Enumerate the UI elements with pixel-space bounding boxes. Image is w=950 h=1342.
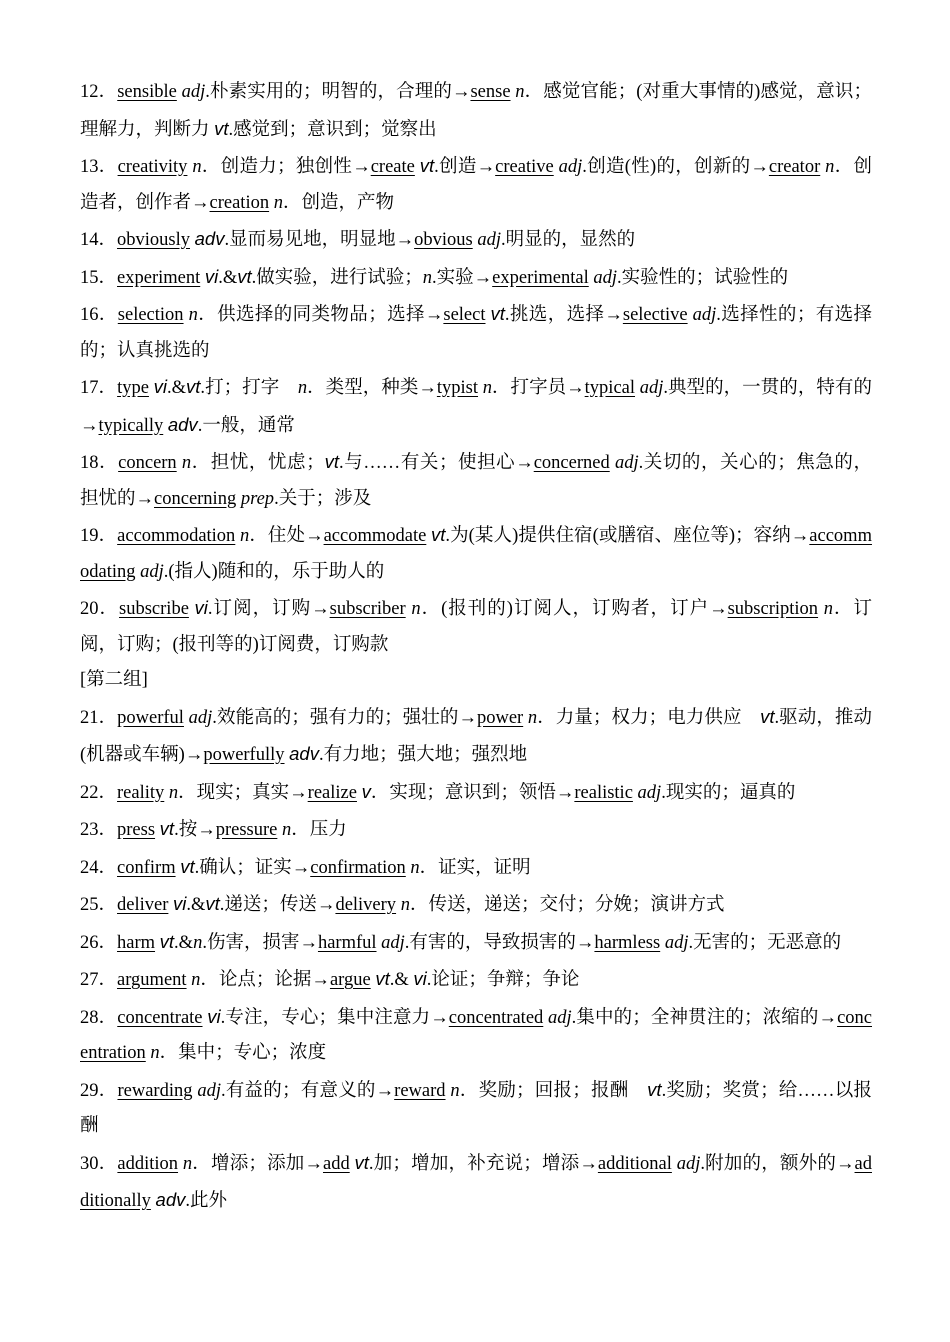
part-of-speech: adj xyxy=(692,305,717,325)
part-of-speech: n xyxy=(482,378,492,398)
vocab-entry xyxy=(80,296,872,369)
part-of-speech: n xyxy=(150,1043,160,1063)
headword: realize xyxy=(307,782,357,803)
definition-text: .做实验，进行试验； xyxy=(251,267,423,288)
part-of-speech: n xyxy=(191,970,201,990)
vocab-entry xyxy=(80,886,872,924)
entry-number: 29． xyxy=(80,1080,118,1101)
headword: pressure xyxy=(215,820,278,840)
part-of-speech: n xyxy=(410,857,420,878)
part-of-speech: n xyxy=(422,267,433,288)
headword: sense xyxy=(470,82,511,102)
part-of-speech: n xyxy=(450,1080,460,1101)
headword: sensible xyxy=(117,82,177,102)
headword: argument xyxy=(117,970,187,990)
part-of-speech: vt xyxy=(760,705,775,727)
part-of-speech: n xyxy=(400,895,410,915)
definition-text: .明显的，显然的 xyxy=(500,230,636,250)
entry-number: 18． xyxy=(80,453,119,473)
definition-text: ．创造力；独创性→ xyxy=(201,157,371,177)
headword: experiment xyxy=(117,267,201,288)
part-of-speech: adj xyxy=(140,561,164,582)
headword: delivery xyxy=(335,895,397,915)
part-of-speech: vt xyxy=(214,117,229,139)
part-of-speech: n xyxy=(192,157,202,177)
vocab-entry xyxy=(80,1072,872,1145)
headword: concentration xyxy=(80,1007,872,1063)
vocab-entry xyxy=(80,517,872,590)
part-of-speech: adv xyxy=(167,413,198,435)
part-of-speech: adj xyxy=(181,82,206,102)
definition-text: .关于；涉及 xyxy=(274,488,372,509)
headword: creative xyxy=(495,157,554,177)
headword: additionally xyxy=(80,1153,872,1211)
definition-text: .驱动，推动(机器或车辆)→ xyxy=(80,707,872,765)
definition-text: .专注，专心；集中注意力→ xyxy=(220,1007,449,1028)
definition-text: ．现实；真实→ xyxy=(178,782,308,803)
part-of-speech: vi xyxy=(194,597,208,618)
headword: powerful xyxy=(117,707,184,728)
definition-text: .有益的；有意义的→ xyxy=(220,1080,395,1101)
entry-number: 25． xyxy=(80,895,118,915)
part-of-speech: adj xyxy=(614,453,639,473)
part-of-speech: n xyxy=(273,192,283,213)
vocab-entry xyxy=(80,221,872,259)
part-of-speech: vi xyxy=(153,376,167,397)
part-of-speech: vt xyxy=(490,303,505,324)
definition-text: ．证实，证明 xyxy=(419,857,531,878)
headword: accommodating xyxy=(80,526,872,582)
headword: reward xyxy=(394,1080,446,1101)
headword: argue xyxy=(329,970,371,990)
part-of-speech: adv xyxy=(155,1189,186,1210)
definition-text: .朴素实用的；明智的，合理的→ xyxy=(205,82,471,102)
definition-text: .论证；争辩；争论 xyxy=(426,970,580,990)
definition-text: .一般，通常 xyxy=(197,415,295,436)
definition-text: .典型的，一贯的，特有的→ xyxy=(80,378,872,436)
headword: confirm xyxy=(117,857,176,878)
part-of-speech: vt xyxy=(205,893,220,914)
headword: typical xyxy=(584,378,636,398)
definition-text: .创造(性)的，创新的→ xyxy=(582,157,769,177)
definition-text: ．集中；专心；浓度 xyxy=(159,1043,327,1063)
headword: concerning xyxy=(154,488,237,509)
vocab-entry xyxy=(80,849,872,887)
part-of-speech: adv xyxy=(289,743,319,764)
part-of-speech: vi xyxy=(173,893,187,914)
part-of-speech: adj xyxy=(664,932,689,953)
part-of-speech: adj xyxy=(639,378,664,398)
entry-number: 12． xyxy=(80,82,118,102)
definition-text: .递送；传送→ xyxy=(219,895,336,915)
definition-text: .此外 xyxy=(185,1191,228,1211)
headword: subscriber xyxy=(329,599,406,619)
headword: harmful xyxy=(317,932,377,953)
headword: powerfully xyxy=(203,745,285,765)
definition-text: .显而易见地，明显地→ xyxy=(224,230,415,250)
headword: confirmation xyxy=(310,857,406,878)
vocab-entry xyxy=(80,259,872,297)
definition-text: .加；增加，补充说；增添→ xyxy=(368,1153,598,1174)
part-of-speech: v xyxy=(361,780,371,802)
part-of-speech: prep xyxy=(240,488,275,509)
vocab-entry xyxy=(80,369,872,444)
entry-number: 26． xyxy=(80,932,118,953)
part-of-speech: adj xyxy=(593,267,618,288)
part-of-speech: vt xyxy=(354,1151,369,1173)
part-of-speech: n xyxy=(297,378,308,398)
headword: press xyxy=(117,820,156,840)
part-of-speech: vt xyxy=(375,968,390,989)
section-heading xyxy=(80,663,872,699)
definition-text: ．创造者，创作者→ xyxy=(80,157,872,213)
headword: additional xyxy=(597,1153,672,1174)
part-of-speech: adj xyxy=(477,230,501,250)
vocab-entry xyxy=(80,961,872,999)
definition-text: ．订阅，订购；(报刊等的)订阅费，订购款 xyxy=(80,599,872,655)
headword: create xyxy=(370,157,415,177)
headword: harmless xyxy=(594,932,661,953)
vocab-entry xyxy=(80,148,872,221)
definition-text: ．论点；论据→ xyxy=(200,970,330,990)
part-of-speech: vt xyxy=(159,818,175,839)
headword: selection xyxy=(117,305,184,325)
definition-text: .挑选，选择→ xyxy=(504,305,623,325)
entry-number: 15． xyxy=(80,267,118,288)
headword: rewarding xyxy=(117,1080,193,1101)
entry-number: 30． xyxy=(80,1153,118,1174)
definition-text: .& xyxy=(186,895,206,915)
headword: type xyxy=(117,378,149,398)
definition-text: .按→ xyxy=(174,820,216,840)
part-of-speech: vt xyxy=(237,265,252,287)
part-of-speech: adv xyxy=(194,228,225,249)
part-of-speech: vt xyxy=(419,155,435,176)
definition-text: ．担忧，忧虑； xyxy=(191,453,325,473)
definition-text: .附加的，额外的→ xyxy=(700,1153,855,1174)
definition-text: ．创造，产物 xyxy=(282,192,394,213)
definition-text: .集中的；全神贯注的；浓缩的→ xyxy=(571,1007,838,1028)
headword: typist xyxy=(436,378,479,398)
headword: concerned xyxy=(533,453,610,473)
headword: realistic xyxy=(574,782,633,803)
definition-text: ．感觉官能；(对重大事情的)感觉，意识；理解力，判断力 xyxy=(80,82,873,140)
part-of-speech: vi xyxy=(413,968,427,989)
part-of-speech: n xyxy=(411,599,421,619)
definition-text: ．实现；意识到；领悟→ xyxy=(370,782,575,803)
vocab-entry xyxy=(80,811,872,849)
headword: selective xyxy=(622,305,688,325)
definition-text: [第二组] xyxy=(80,670,148,690)
headword: obviously xyxy=(117,230,190,250)
part-of-speech: n xyxy=(281,820,292,840)
part-of-speech: n xyxy=(527,707,538,728)
definition-text: .& xyxy=(218,267,238,288)
vocabulary-document xyxy=(80,75,872,1220)
part-of-speech: n xyxy=(515,82,525,102)
headword: creator xyxy=(768,157,821,177)
headword: add xyxy=(322,1153,350,1174)
part-of-speech: n xyxy=(193,932,203,953)
headword: typically xyxy=(98,415,164,436)
part-of-speech: n xyxy=(240,526,250,546)
headword: concern xyxy=(118,453,177,473)
part-of-speech: n xyxy=(168,782,179,803)
definition-text: .选择性的；有选择的；认真挑选的 xyxy=(80,305,872,361)
headword: deliver xyxy=(117,895,169,915)
part-of-speech: n xyxy=(188,305,198,325)
part-of-speech: vt xyxy=(186,376,201,397)
vocab-entry xyxy=(80,924,872,962)
part-of-speech: vt xyxy=(647,1078,662,1100)
headword: subscription xyxy=(727,599,819,619)
definition-text: .确认；证实→ xyxy=(194,857,311,878)
headword: addition xyxy=(117,1153,179,1174)
definition-text: .伤害，损害→ xyxy=(202,932,318,953)
definition-text: .与……有关；使担心→ xyxy=(339,453,534,473)
definition-text: .创造→ xyxy=(434,157,496,177)
vocab-entry xyxy=(80,590,872,663)
definition-text: ．(报刊的)订阅人，订购者，订户→ xyxy=(420,599,728,619)
part-of-speech: adj xyxy=(188,707,213,728)
definition-text: ．住处→ xyxy=(249,526,324,546)
definition-text: .(指人)随和的，乐于助人的 xyxy=(163,561,385,582)
headword: creation xyxy=(209,192,270,213)
part-of-speech: n xyxy=(823,599,833,619)
part-of-speech: adj xyxy=(676,1153,701,1174)
definition-text: .实验性的；试验性的 xyxy=(617,267,789,288)
vocab-entry xyxy=(80,699,872,774)
definition-text: .无害的；无恶意的 xyxy=(688,932,842,953)
part-of-speech: adj xyxy=(197,1080,221,1101)
definition-text: ．类型，种类→ xyxy=(307,378,437,398)
definition-text: .关切的，关心的；焦急的，担忧的→ xyxy=(80,453,872,509)
part-of-speech: n xyxy=(181,453,192,473)
definition-text: ．力量；权力；电力供应 xyxy=(537,707,761,728)
part-of-speech: adj xyxy=(637,782,662,803)
entry-number: 13． xyxy=(80,157,118,177)
definition-text: .现实的；逼真的 xyxy=(661,782,796,803)
headword: obvious xyxy=(414,230,473,250)
headword: concentrate xyxy=(117,1007,203,1028)
entry-number: 14． xyxy=(80,230,118,250)
entry-number: 22． xyxy=(80,782,118,803)
definition-text: .实验→ xyxy=(432,267,493,288)
definition-text: ．压力 xyxy=(291,820,347,840)
entry-number: 19． xyxy=(80,526,118,546)
part-of-speech: n xyxy=(825,157,835,177)
part-of-speech: vi xyxy=(204,265,219,287)
definition-text: .& xyxy=(389,970,414,990)
headword: accommodate xyxy=(323,526,427,546)
part-of-speech: adj xyxy=(548,1007,572,1028)
entry-number: 24． xyxy=(80,857,118,878)
definition-text: .& xyxy=(174,932,194,953)
part-of-speech: adj xyxy=(381,932,405,953)
definition-text: .有力地；强大地；强烈地 xyxy=(318,745,528,765)
definition-text: ．供选择的同类物品；选择→ xyxy=(197,305,444,325)
definition-text: ．增添；添加→ xyxy=(192,1153,323,1174)
headword: subscribe xyxy=(119,599,189,619)
entry-number: 23． xyxy=(80,820,118,840)
headword: experimental xyxy=(492,267,589,288)
entry-number: 20． xyxy=(80,599,120,619)
part-of-speech: vt xyxy=(159,930,175,952)
vocab-entry xyxy=(80,999,872,1072)
headword: reality xyxy=(117,782,165,803)
definition-text: .为(某人)提供住宿(或膳宿、座位等)；容纳→ xyxy=(445,526,810,546)
definition-text: .有害的，导致损害的→ xyxy=(404,932,595,953)
entry-number: 16． xyxy=(80,305,118,325)
vocab-entry xyxy=(80,75,872,148)
definition-text: .& xyxy=(167,378,187,398)
entry-number: 27． xyxy=(80,970,118,990)
definition-text: .效能高的；强有力的；强壮的→ xyxy=(212,707,477,728)
definition-text: .订阅，订购→ xyxy=(207,599,330,619)
headword: accommodation xyxy=(117,526,236,546)
definition-text: .打；打字 xyxy=(200,378,298,398)
headword: concentrated xyxy=(448,1007,544,1028)
entry-number: 21． xyxy=(80,707,118,728)
part-of-speech: vt xyxy=(431,524,446,545)
headword: creativity xyxy=(117,157,188,177)
headword: select xyxy=(443,305,486,325)
definition-text: .感觉到；意识到；觉察出 xyxy=(228,119,437,140)
definition-text: ．奖励；回报；报酬 xyxy=(459,1080,648,1101)
definition-text: ．传送，递送；交付；分娩；演讲方式 xyxy=(409,895,725,915)
part-of-speech: adj xyxy=(558,157,583,177)
part-of-speech: n xyxy=(182,1153,193,1174)
part-of-speech: vi xyxy=(207,1005,221,1027)
entry-number: 28． xyxy=(80,1007,118,1028)
headword: harm xyxy=(117,932,156,953)
part-of-speech: vt xyxy=(324,451,339,472)
vocab-entry xyxy=(80,444,872,517)
definition-text: .奖励；奖赏；给……以报酬 xyxy=(80,1080,872,1136)
definition-text: ．打字员→ xyxy=(491,378,585,398)
headword: power xyxy=(476,707,524,728)
vocab-entry xyxy=(80,1145,872,1220)
part-of-speech: vt xyxy=(180,855,195,877)
entry-number: 17． xyxy=(80,378,118,398)
vocab-entry xyxy=(80,774,872,812)
